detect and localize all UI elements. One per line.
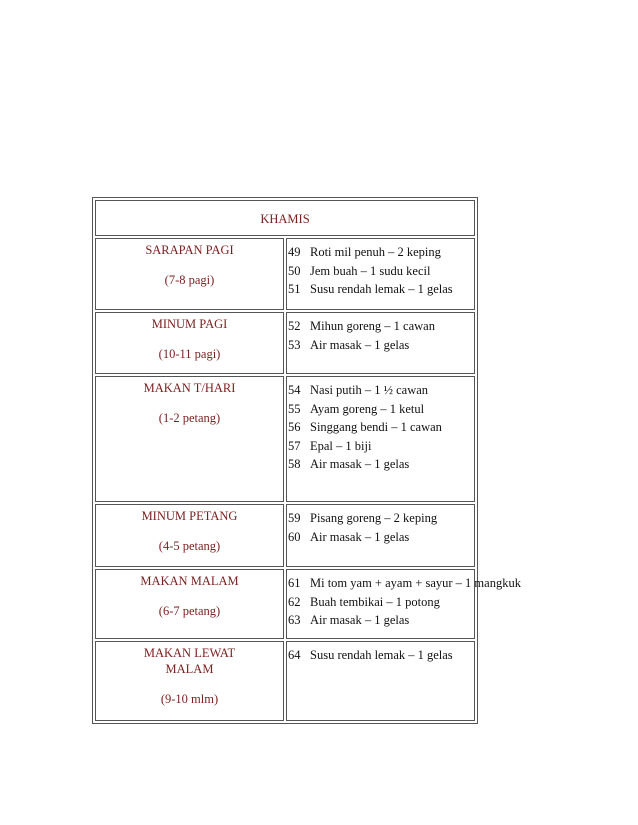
food-item-number: 55 bbox=[288, 401, 301, 416]
food-item-text: Air masak – 1 gelas bbox=[310, 613, 410, 627]
food-item-number: 58 bbox=[288, 457, 301, 471]
meal-name: MALAM bbox=[165, 662, 214, 676]
day-header-row bbox=[95, 200, 475, 236]
food-item-text: Air masak – 1 gelas bbox=[310, 529, 410, 544]
food-item bbox=[288, 574, 521, 593]
food-item-number: 50 bbox=[288, 263, 301, 278]
food-item bbox=[288, 611, 474, 630]
food-item bbox=[288, 593, 474, 612]
meal-time: (4-5 petang) bbox=[158, 539, 221, 553]
food-item bbox=[288, 381, 474, 400]
food-item bbox=[288, 317, 474, 336]
meal-name: MAKAN LEWAT bbox=[143, 646, 236, 660]
day-title: KHAMIS bbox=[95, 200, 475, 236]
food-item bbox=[288, 280, 474, 299]
meal-time: (6-7 petang) bbox=[158, 604, 221, 618]
food-item-number: 54 bbox=[288, 383, 301, 397]
food-item-text: Air masak – 1 gelas bbox=[310, 337, 410, 352]
meal-label-cell bbox=[95, 238, 284, 310]
food-item bbox=[288, 437, 474, 456]
food-item-number: 49 bbox=[288, 245, 301, 259]
meal-row-minum-petang bbox=[95, 504, 475, 567]
meal-name: MINUM PAGI bbox=[151, 317, 228, 331]
food-item bbox=[288, 455, 474, 474]
food-item bbox=[288, 646, 474, 665]
food-item-number: 53 bbox=[288, 337, 301, 352]
food-item-text: Susu rendah lemak – 1 gelas bbox=[310, 648, 453, 662]
food-item-text: Roti mil penuh – 2 keping bbox=[310, 245, 441, 259]
food-item-number: 52 bbox=[288, 319, 301, 333]
food-list-cell bbox=[286, 641, 475, 721]
food-item-text: Jem buah – 1 sudu kecil bbox=[310, 263, 431, 278]
meal-row-makan-malam bbox=[95, 569, 475, 639]
meal-label-cell bbox=[95, 569, 284, 639]
food-list-cell bbox=[286, 238, 475, 310]
food-item-text: Mihun goreng – 1 cawan bbox=[310, 319, 435, 333]
food-item-number: 63 bbox=[288, 613, 301, 627]
food-list-cell bbox=[286, 376, 475, 502]
meal-label-cell bbox=[95, 641, 284, 721]
food-item-number: 51 bbox=[288, 282, 301, 296]
meal-label-cell bbox=[95, 312, 284, 374]
food-list-cell bbox=[286, 312, 475, 374]
meal-name: MAKAN MALAM bbox=[140, 574, 239, 588]
food-item-text: Nasi putih – 1 ½ cawan bbox=[310, 383, 429, 397]
food-item-text: Epal – 1 biji bbox=[310, 438, 372, 453]
food-item-text: Pisang goreng – 2 keping bbox=[310, 511, 438, 525]
food-item bbox=[288, 418, 474, 437]
food-list-cell bbox=[286, 504, 475, 567]
meal-time: (1-2 petang) bbox=[158, 411, 221, 425]
meal-row-minum-pagi bbox=[95, 312, 475, 374]
food-item bbox=[288, 400, 474, 419]
meal-row-makan-lewat-malam bbox=[95, 641, 475, 721]
meal-time: (10-11 pagi) bbox=[158, 347, 221, 361]
food-item bbox=[288, 509, 474, 528]
meal-plan-table bbox=[92, 197, 521, 724]
food-item-number: 59 bbox=[288, 511, 301, 525]
food-item bbox=[288, 243, 474, 262]
food-item bbox=[288, 336, 474, 355]
meal-label-cell bbox=[95, 376, 284, 502]
meal-label-cell bbox=[95, 504, 284, 567]
meal-name: MAKAN T/HARI bbox=[143, 381, 236, 395]
food-item-text: Susu rendah lemak – 1 gelas bbox=[310, 282, 453, 296]
food-item-text: Buah tembikai – 1 potong bbox=[310, 594, 440, 609]
food-item-number: 61 bbox=[288, 576, 301, 590]
food-list-cell bbox=[286, 569, 521, 639]
food-item-text: Ayam goreng – 1 ketul bbox=[310, 401, 425, 416]
meal-row-sarapan-pagi bbox=[95, 238, 475, 310]
food-item-number: 64 bbox=[288, 648, 301, 662]
food-item-text: Mi tom yam + ayam + sayur – 1 mangkuk bbox=[310, 576, 521, 590]
meal-name: SARAPAN PAGI bbox=[145, 243, 234, 257]
meal-name: MINUM PETANG bbox=[141, 509, 238, 523]
food-item-number: 60 bbox=[288, 529, 301, 544]
meal-time: (9-10 mlm) bbox=[160, 692, 219, 706]
food-item bbox=[288, 262, 474, 281]
food-item-number: 56 bbox=[288, 420, 301, 434]
food-item-text: Air masak – 1 gelas bbox=[310, 457, 410, 471]
food-item-number: 57 bbox=[288, 438, 301, 453]
food-item bbox=[288, 528, 474, 547]
meal-row-makan-tengah-hari bbox=[95, 376, 475, 502]
food-item-text: Singgang bendi – 1 cawan bbox=[310, 420, 442, 434]
meal-time: (7-8 pagi) bbox=[164, 273, 215, 287]
food-item-number: 62 bbox=[288, 594, 301, 609]
